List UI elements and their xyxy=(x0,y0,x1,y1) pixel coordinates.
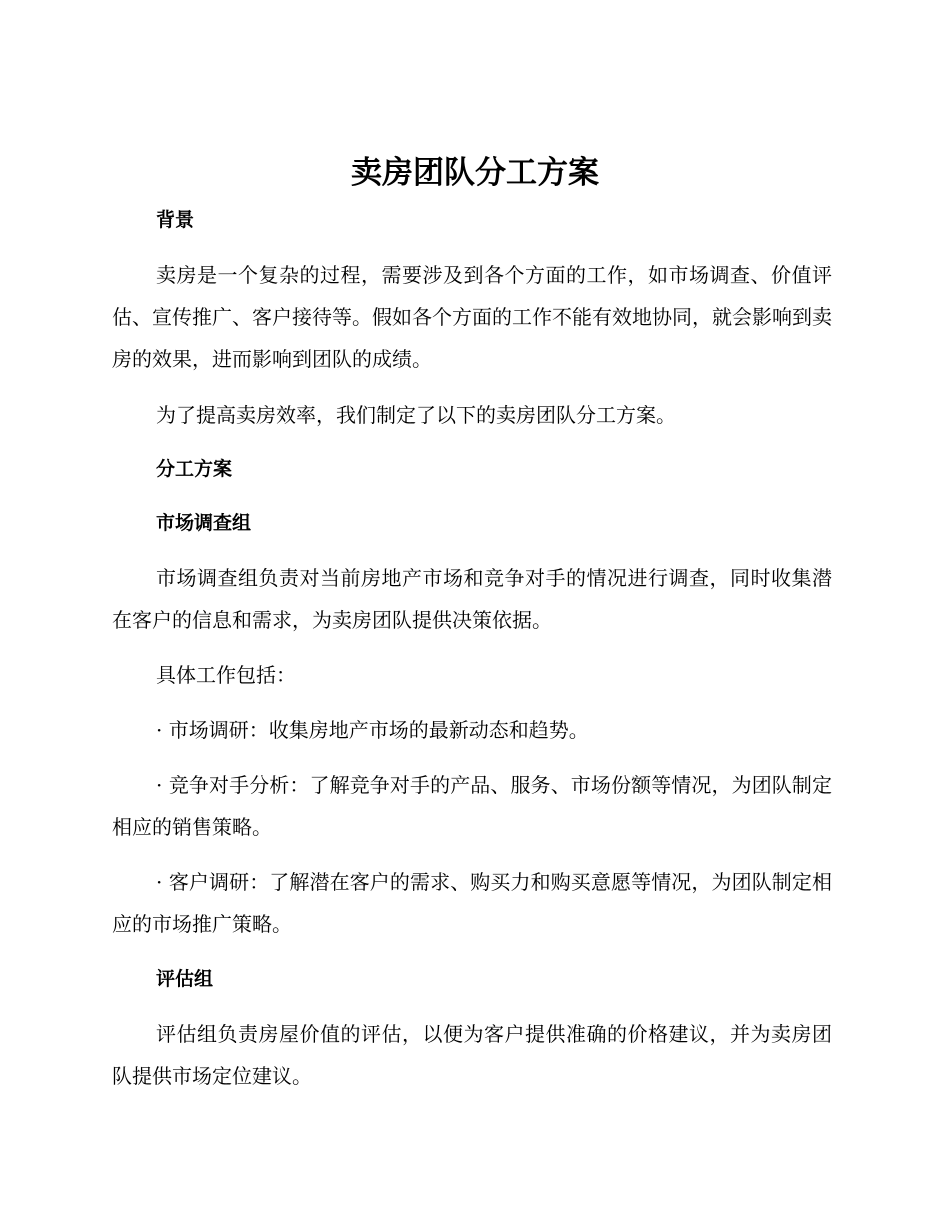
paragraph-market-2: 具体工作包括： xyxy=(156,663,296,687)
paragraph-background-2: 为了提高卖房效率，我们制定了以下的卖房团队分工方案。 xyxy=(156,403,676,427)
section-heading-plan: 分工方案 xyxy=(156,458,233,480)
list-item-customer-research: · 客户调研：了解潜在客户的需求、购买力和购买意愿等情况，为团队制定相应的市场推广策略。 xyxy=(112,870,832,936)
section-heading-evaluation: 评估组 xyxy=(156,968,214,990)
list-item-competitor-analysis: · 竞争对手分析：了解竞争对手的产品、服务、市场份额等情况，为团队制定相应的销售策略。 xyxy=(112,773,832,839)
section-heading-background: 背景 xyxy=(156,209,195,231)
section-heading-market: 市场调查组 xyxy=(156,512,252,534)
document-title: 卖房团队分工方案 xyxy=(351,155,599,191)
paragraph-evaluation-1: 评估组负责房屋价值的评估，以便为客户提供准确的价格建议，并为卖房团队提供市场定位建议。 xyxy=(112,1022,832,1088)
paragraph-market-1: 市场调查组负责对当前房地产市场和竞争对手的情况进行调查，同时收集潜在客户的信息和需求，为卖房团队提供决策依据。 xyxy=(112,566,832,632)
paragraph-background-1: 卖房是一个复杂的过程，需要涉及到各个方面的工作，如市场调查、价值评估、宣传推广、客户接待等。假如各个方面的工作不能有效地协同，就会影响到卖房的效果，进而影响到团队的成绩。 xyxy=(112,263,832,371)
list-item-market-research: · 市场调研：收集房地产市场的最新动态和趋势。 xyxy=(156,718,589,742)
